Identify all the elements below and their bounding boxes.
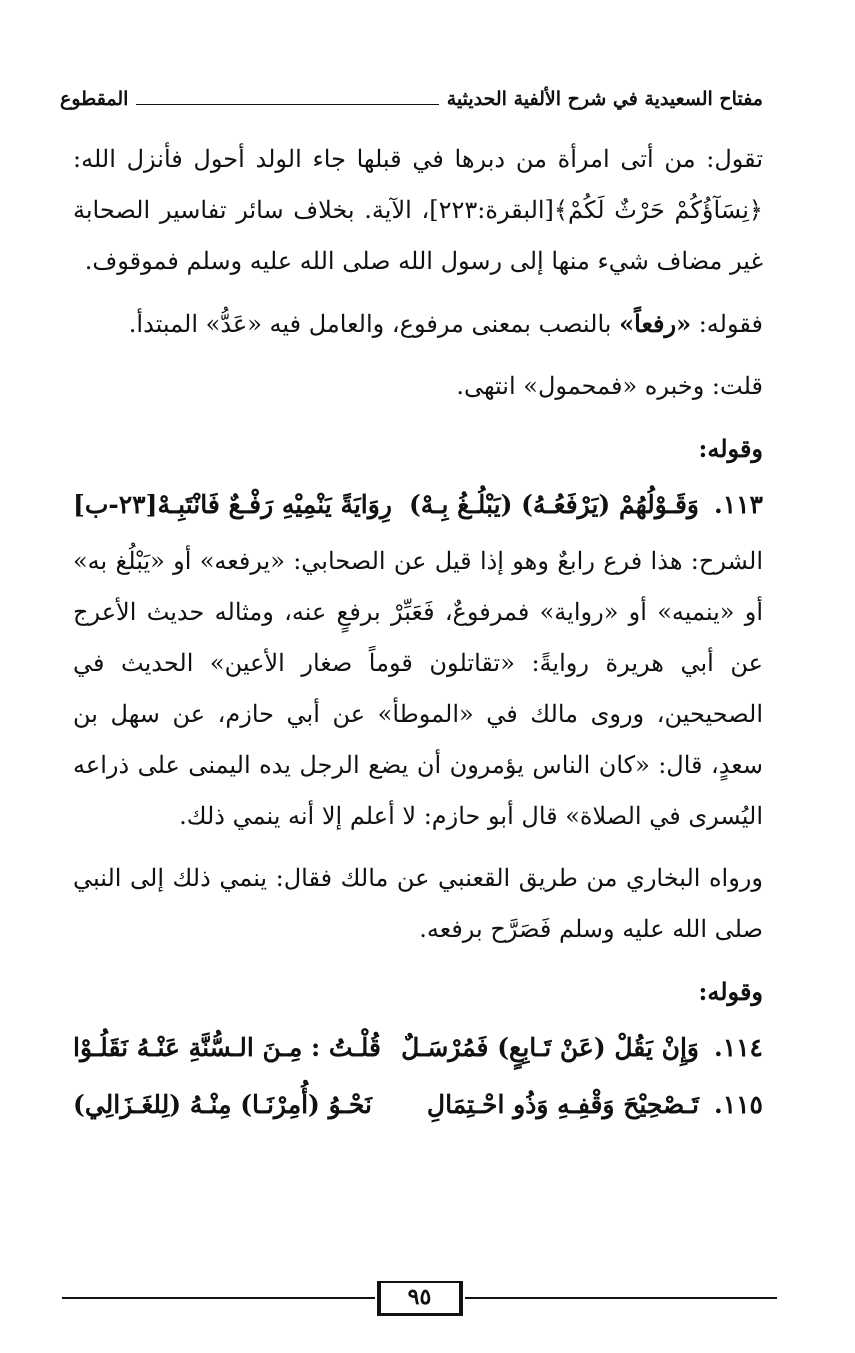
page-body [73,134,763,1136]
paragraph-5: ورواه البخاري من طريق القعنبي عن مالك فقال: ينمي ذلك إلى النبي صلى الله عليه وسلم فَصَرَّح برفعه. [73,864,763,943]
verse-first-hemistich: تَـصْحِيْحَ وَقْفِـهِ وَذُو احْـتِمَالِ [426,1090,699,1119]
header-rule [136,104,438,105]
page-number: ٩٥ [377,1281,463,1316]
page-footer [62,1280,777,1316]
verse-115 [73,1079,763,1131]
verse-113 [73,479,763,531]
verse-number: ١١٤. [713,1033,763,1062]
verse-first-hemistich: وَإِنْ يَقُلْ (عَنْ تَـابِعٍ) فَمُرْسَـلٌ [401,1033,699,1062]
footer-rule-right [465,1297,778,1299]
wa-qawluh-heading-2: وقوله: [698,977,763,1006]
paragraph-2-rest: بالنصب بمعنى مرفوع، والعامل فيه «عَدُّ» المبتدأ. [128,310,612,338]
paragraph-3: قلت: وخبره «فمحمول» انتهى. [456,372,763,400]
term-rafan: «رفعاً» [619,309,692,338]
paragraph-2-lead: فقوله: [698,310,763,338]
verse-second-hemistich: نَحْـوُ (أُمِرْنَـا) مِنْـهُ (لِلغَـزَالِي) [73,1090,372,1119]
paragraph-4: الشرح: هذا فرع رابعٌ وهو إذا قيل عن الصحابي: «يرفعه» أو «يَبْلُغ به» أو «ينميه» أو «رواية» فمرفوعٌ، فَعَبِّرْ برفعٍ عنه، ومثاله حديث الأعرج عن أبي هريرة روايةً: «تقاتلون قوماً صغار الأعين» الحديث في الصحيحين، وروى مالك في «الموطأ» عن أبي حازم، عن سهل بن سعدٍ، قال: «كان الناس يؤمرون أن يضع الرجل يده اليمنى على ذراعه اليُسرى في الصلاة» قال أبو حازم: لا أعلم إلا أنه ينمي ذلك. [73,547,763,830]
verse-number: ١١٥. [713,1090,763,1119]
section-title: المقطوع [60,88,129,110]
footer-rule-left [62,1297,375,1299]
paragraph-1: تقول: من أتى امرأة من دبرها في قبلها جاء الولد أحول فأنزل الله: ﴿نِسَآؤُكُمْ حَرْثٌ لَكُمْ﴾[البقرة:٢٢٣]، الآية. بخلاف سائر تفاسير الصحابة غير مضاف شيء منها إلى رسول الله صلى الله عليه وسلم فموقوف. [73,145,763,275]
verse-number: ١١٣. [713,490,763,519]
paragraph-2 [73,298,763,350]
book-title: مفتاح السعيدية في شرح الألفية الحديثية [446,88,763,110]
verse-second-hemistich: قُلْـتُ : مِـنَ الـسُّنَّةِ عَنْـهُ نَقَلُـوْا [73,1033,381,1062]
wa-qawluh-heading-1: وقوله: [698,434,763,463]
verse-second-hemistich: رِوَايَةً يَنْمِيْهِ رَفْـعٌ فَانْتَبِـهْ[٢٣-ب] [73,490,392,519]
verse-114 [73,1022,763,1074]
verse-first-hemistich: وَقَـوْلُهُمْ (يَرْفَعُـهُ) (يَبْلُـغُ بِـهْ) [408,490,699,519]
running-header [60,82,763,116]
